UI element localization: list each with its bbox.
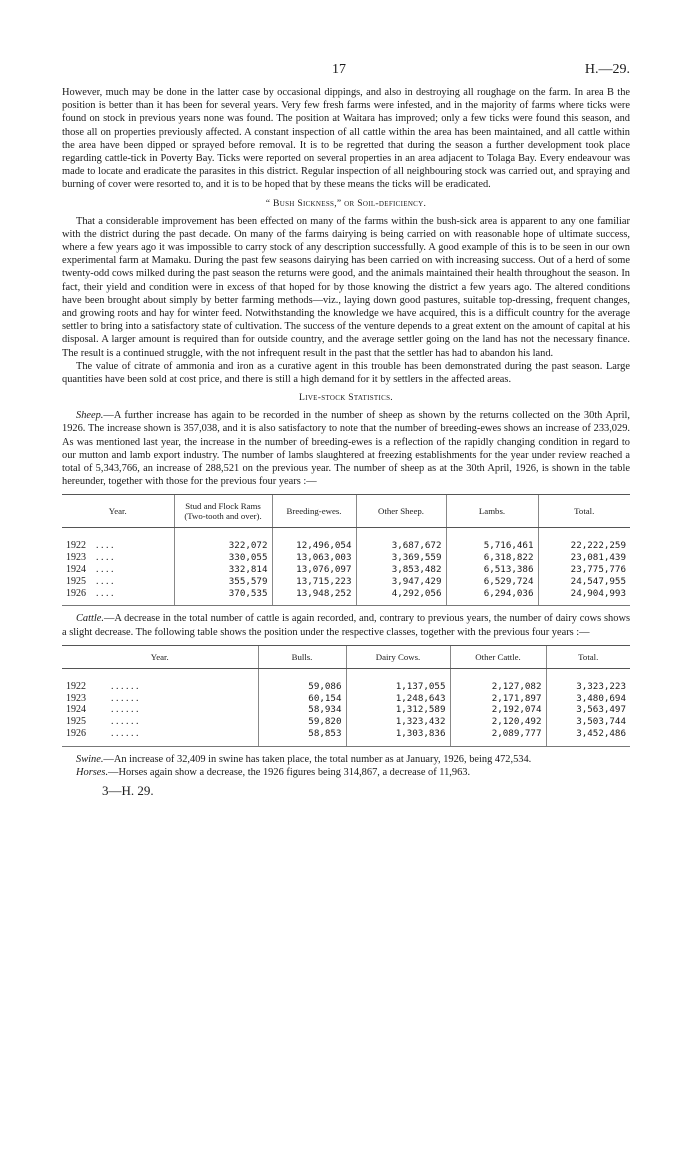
cattle-label: Cattle. [76, 613, 104, 625]
year-cell: 1922 . . . . . . [66, 680, 139, 692]
cell: 5,716,461 [446, 528, 538, 552]
cell: 23,081,439 [538, 552, 630, 564]
column-header: Total. [538, 495, 630, 528]
cell: 1,312,589 [346, 704, 450, 716]
report-reference: H.—29. [584, 62, 630, 77]
cell: 60,154 [258, 693, 346, 705]
cell: 1,303,836 [346, 728, 450, 746]
swine-label: Swine. [76, 753, 104, 765]
cell: 22,222,259 [538, 528, 630, 552]
year-cell: 1924 . . . . . . [66, 704, 139, 716]
year-cell: 1925 . . . . [66, 575, 114, 587]
table-row [62, 668, 630, 692]
column-header: Other Cattle. [450, 645, 546, 668]
cell: 4,292,056 [356, 588, 446, 606]
page-number: 17 [332, 62, 346, 77]
cell: 3,563,497 [546, 704, 630, 716]
cell: 2,089,777 [450, 728, 546, 746]
cell: 6,529,724 [446, 576, 538, 588]
cell: 6,294,036 [446, 588, 538, 606]
paragraph: However, much may be done in the latter case by occasional dippings, and also in destroying all roughage on the farm. In area B the position is better than it has been for several years. Very few fresh farms were infested, and in the majority of farms where ticks were found on stock in previous years none was found. The position at Waitara has improved; only a few ticks were found this season, and those all on properties previously affected. A constant inspection of all cattle within the area has been maintained, and all cattle within the area have been dipped or sprayed before removal. It is to be regretted that during the season a further development took place regarding cattle-tick in Poverty Bay. Ticks were reported on several properties in an area adjacent to Tolaga Bay. Every endeavour was made to locate and eradicate the parasites in this district. Regular inspection of all neighbouring stock was carried out, and spraying and burning of cover were resorted to, and it is to be hoped that by these means the ticks will be eradicated. [62, 87, 630, 191]
cell: 23,775,776 [538, 564, 630, 576]
document-page [62, 62, 630, 799]
table-row [62, 564, 630, 576]
page-header [62, 62, 630, 86]
column-header: Year. [62, 645, 258, 668]
table-row [62, 552, 630, 564]
sheep-table [62, 494, 630, 606]
year-cell: 1922 . . . . [66, 540, 114, 552]
column-header: Stud and Flock Rams (Two-tooth and over). [174, 495, 272, 528]
table-row [62, 728, 630, 746]
column-header: Lambs. [446, 495, 538, 528]
table-row [62, 704, 630, 716]
cell: 3,503,744 [546, 716, 630, 728]
cell: 13,063,003 [272, 552, 356, 564]
column-header: Dairy Cows. [346, 645, 450, 668]
cell: 2,120,492 [450, 716, 546, 728]
horses-label: Horses. [76, 767, 109, 779]
cell: 322,072 [174, 528, 272, 552]
paragraph: The value of citrate of ammonia and iron as a curative agent in this trouble has been demonstrated during the past season. Large quantities have been sold at cost price, and there is still a high demand for it by settlers in the affected areas. [62, 360, 630, 386]
cell: 330,055 [174, 552, 272, 564]
year-cell: 1925 . . . . . . [66, 716, 139, 728]
paragraph-cattle [62, 612, 630, 638]
cell: 1,137,055 [346, 668, 450, 692]
cell: 58,853 [258, 728, 346, 746]
cell: 1,248,643 [346, 693, 450, 705]
cell: 3,323,223 [546, 668, 630, 692]
footer-signature: 3—H. 29. [102, 783, 154, 799]
paragraph-horses [62, 766, 630, 779]
cell: 3,687,672 [356, 528, 446, 552]
cell: 13,715,223 [272, 576, 356, 588]
section-heading-bush-sickness: “ Bush Sickness,” or Soil-deficiency. [265, 197, 427, 209]
cell: 13,076,097 [272, 564, 356, 576]
year-cell: 1926 . . . . [62, 588, 174, 606]
cell: 355,579 [174, 576, 272, 588]
cell: 24,547,955 [538, 576, 630, 588]
year-cell: 1924 . . . . [66, 564, 114, 576]
cell: 2,127,082 [450, 668, 546, 692]
table-row [62, 716, 630, 728]
cell: 58,934 [258, 704, 346, 716]
cell: 6,318,822 [446, 552, 538, 564]
cell: 3,853,482 [356, 564, 446, 576]
column-header: Other Sheep. [356, 495, 446, 528]
sheep-label: Sheep. [76, 410, 104, 422]
cell: 3,369,559 [356, 552, 446, 564]
cell: 1,323,432 [346, 716, 450, 728]
paragraph-sheep [62, 409, 630, 488]
cell: 12,496,054 [272, 528, 356, 552]
year-cell: 1926 . . . . . . [62, 728, 258, 746]
column-header: Breeding-ewes. [272, 495, 356, 528]
cell: 24,904,993 [538, 588, 630, 606]
table-row [62, 528, 630, 552]
paragraph: That a considerable improvement has been effected on many of the farms within the bush-sick area is apparent to any one familiar with the district during the past decade. On many of the farms dairying is being carried on with reasonable hope of ultimate success, where a few years ago it was impossible to carry stock of any description successfully. A good example of this is to be seen in our own experimental farm at Mamaku. During the past few seasons dairying has been carried on with increasing success. Out of a herd of some twenty-odd cows milked during the past season the returns were good, and the animals maintained their health throughout the season. In fact, their yield and condition were in excess of that hoped for by those knowing the district a few years ago. The altered conditions have been brought about simply by better farming methods—viz., laying down good pastures, suitable top-dressing, frequent changes, and growing roots and hay for winter feed. Notwithstanding the knowledge we have acquired, this is a difficult country for the average settler to bring into a satisfactory state of cultivation. The success of the venture depends to a great extent on the amount of capital at his disposal. A larger amount is required than for outside country, and the average settler going on the land has not the necessary finance. The result is a continued struggle, with the not infrequent result in the past that the settler has had to abandon his land. [62, 215, 630, 359]
sheep-text: —A further increase has again to be recorded in the number of sheep as shown by the returns collected on the 30th April, 1926. The increase shown is 357,038, and it is also satisfactory to note that the number of breeding-ewes shows an increase of 233,029. As was mentioned last year, the increase in the number of breeding-ewes is a reflection of the rapidly changing condition in regard to our mutton and lamb export industry. The number of lambs slaughtered at freezing establishments for the year under review reached a total of 5,343,766, an increase of 288,521 on the previous year. The number of sheep as at the 30th April, 1926, is shown in the table hereunder, together with those for the previous four years :— [62, 410, 630, 488]
cell: 3,452,486 [546, 728, 630, 746]
year-cell: 1923 . . . . . . [66, 692, 139, 704]
cell: 3,947,429 [356, 576, 446, 588]
cell: 370,535 [174, 588, 272, 606]
cell: 6,513,386 [446, 564, 538, 576]
cell: 13,948,252 [272, 588, 356, 606]
cell: 59,086 [258, 668, 346, 692]
paragraph-swine [62, 753, 630, 766]
cattle-text: —A decrease in the total number of cattle is again recorded, and, contrary to previous years, the number of dairy cows shows a slight decrease. The following table shows the position under the respective classes, together with the previous four years :— [62, 613, 630, 638]
cell: 2,192,074 [450, 704, 546, 716]
column-header: Bulls. [258, 645, 346, 668]
horses-text: —Horses again show a decrease, the 1926 figures being 314,867, a decrease of 11,963. [108, 767, 471, 779]
table-row [62, 588, 630, 606]
column-header: Total. [546, 645, 630, 668]
table-row [62, 693, 630, 705]
year-cell: 1923 . . . . [66, 552, 114, 564]
column-header: Year. [62, 495, 174, 528]
swine-text: —An increase of 32,409 in swine has taken place, the total number as at January, 1926, being 472,534. [103, 753, 532, 765]
cell: 59,820 [258, 716, 346, 728]
cell: 3,480,694 [546, 693, 630, 705]
section-heading-livestock: Live-stock Statistics. [299, 392, 393, 404]
table-row [62, 576, 630, 588]
cell: 2,171,897 [450, 693, 546, 705]
cattle-table [62, 645, 630, 747]
cell: 332,814 [174, 564, 272, 576]
